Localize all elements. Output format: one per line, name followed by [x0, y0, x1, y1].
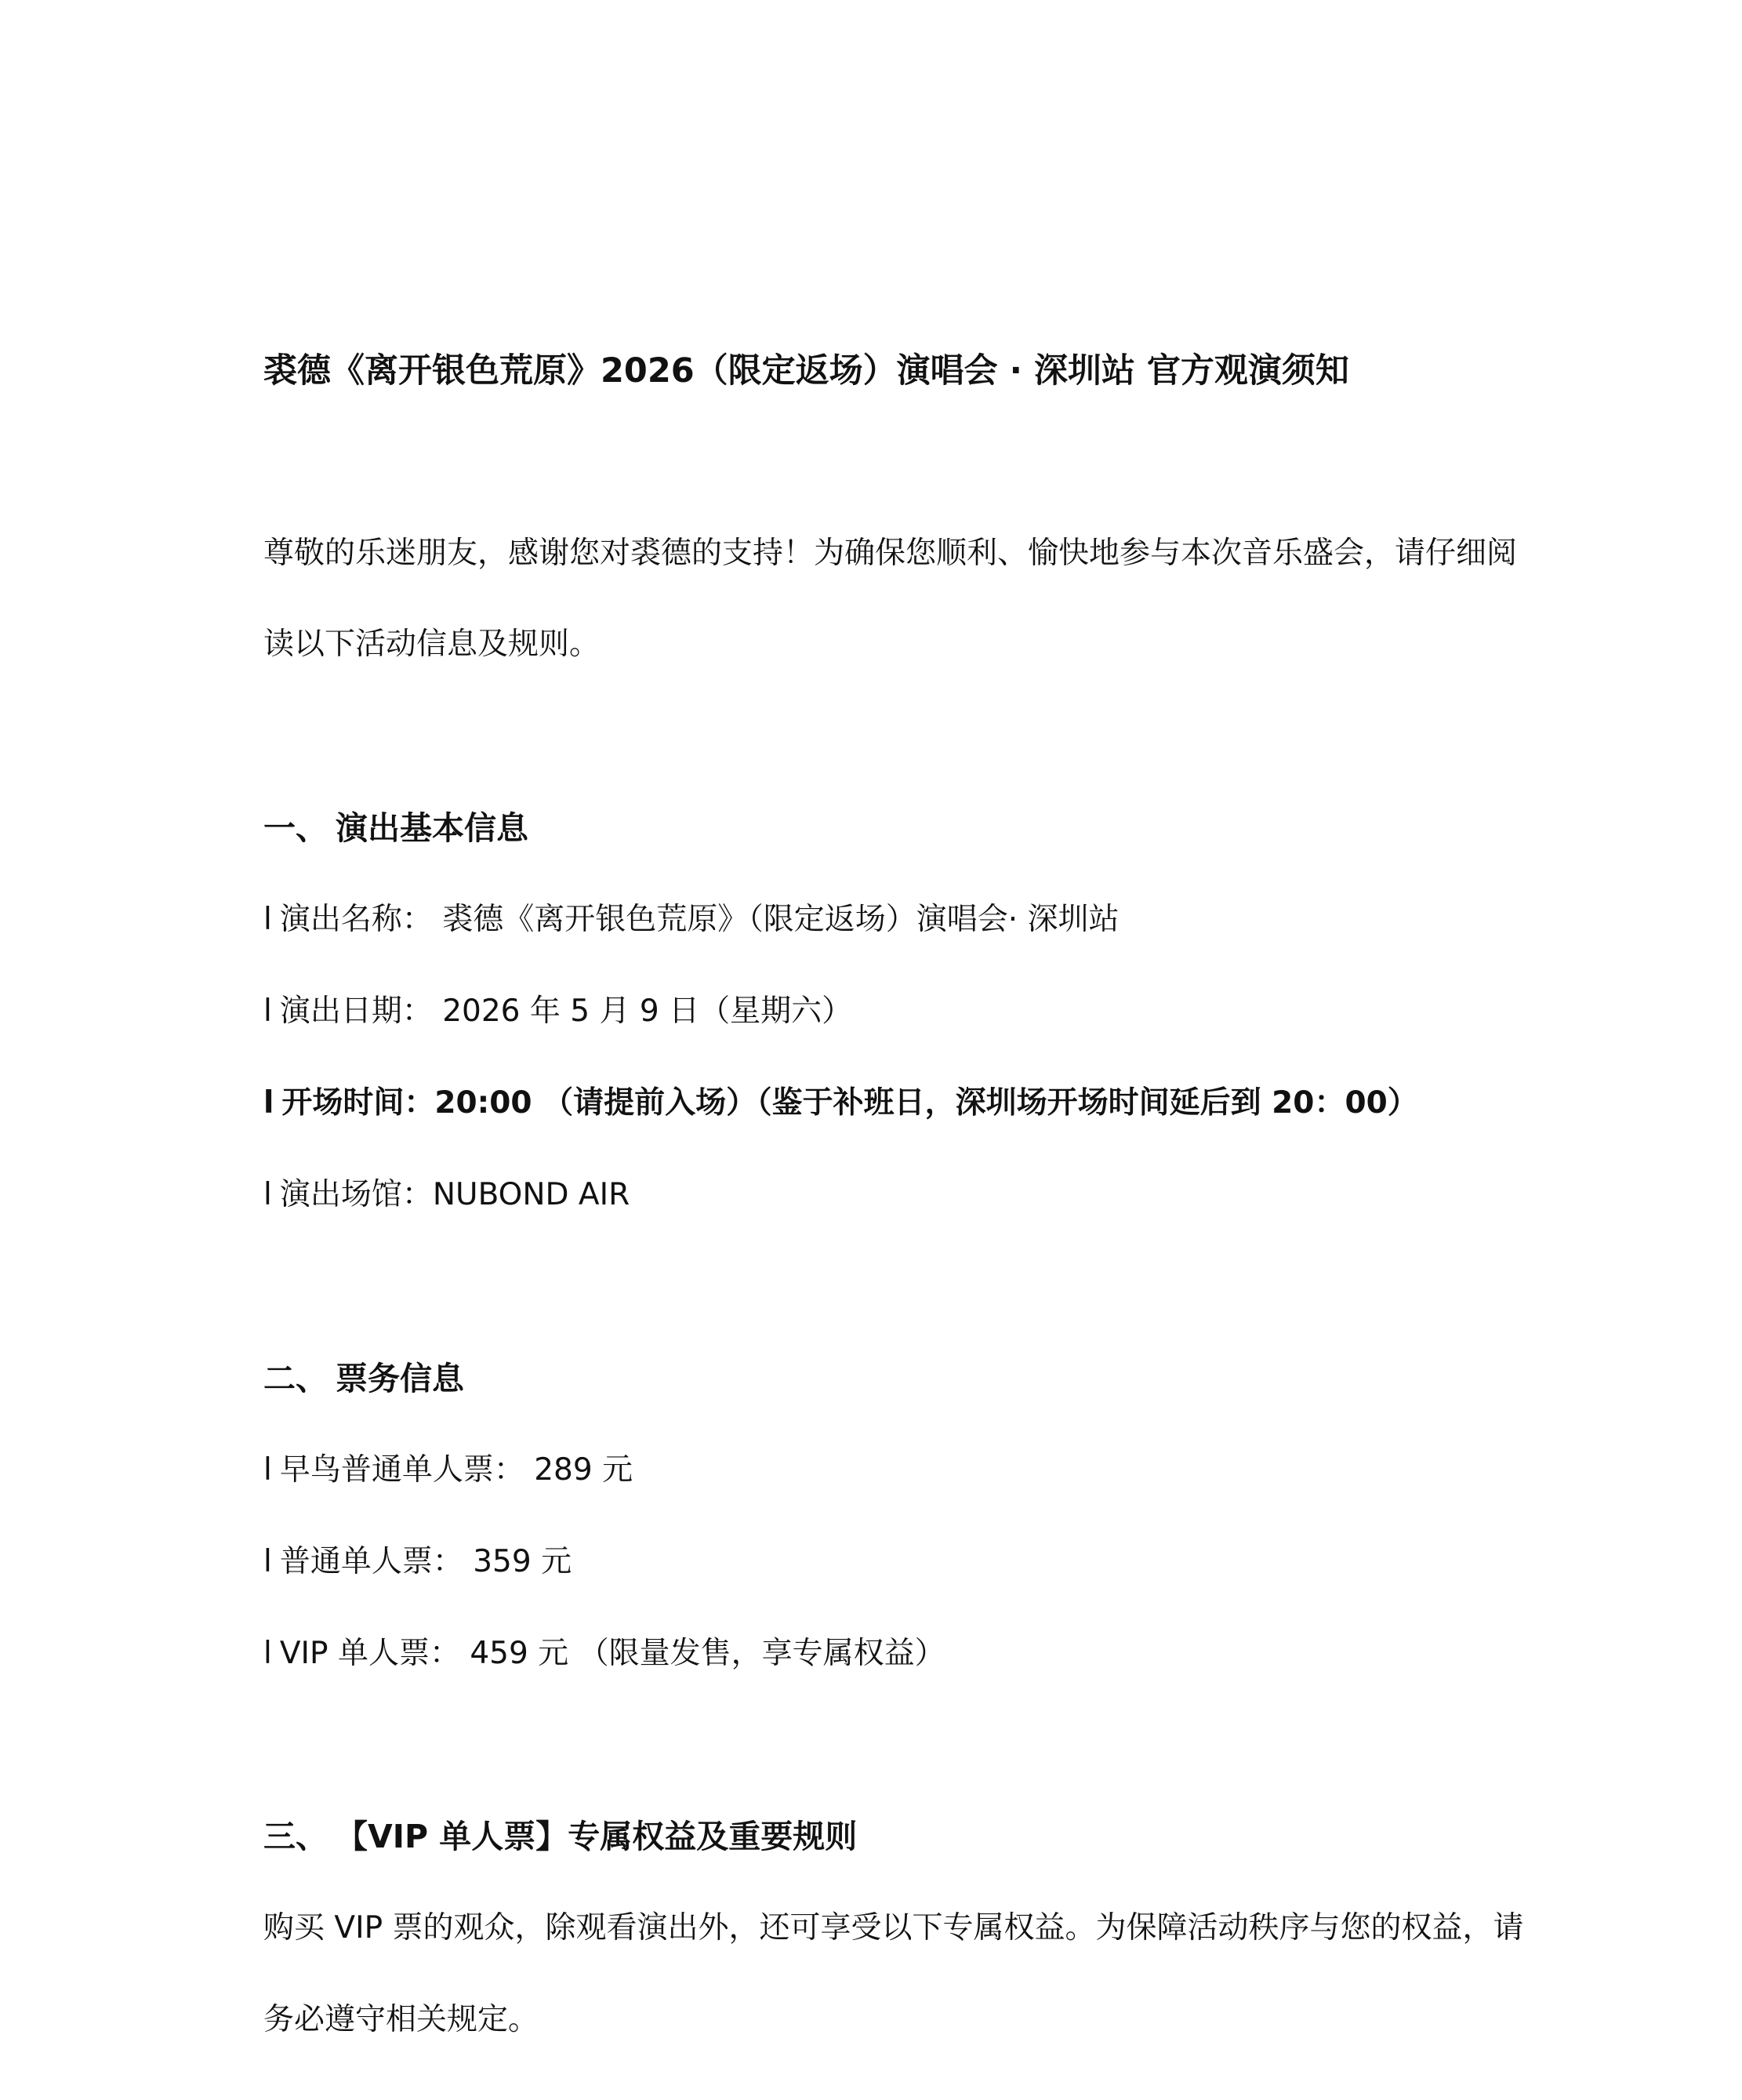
vip-paragraph-line-1: 购买 VIP 票的观众，除观看演出外，还可享受以下专属权益。为保障活动秩序与您的权益，请	[263, 1910, 1524, 1946]
section-title: 【VIP 单人票】专属权益及重要规则	[336, 1818, 858, 1855]
bullet-marker: l	[263, 1452, 272, 1488]
list-item-text: 演出日期： 2026 年 5 月 9 日（星期六）	[279, 994, 853, 1029]
list-item-text: VIP 单人票： 459 元 （限量发售，享专属权益）	[279, 1636, 945, 1671]
intro-line-1: 尊敬的乐迷朋友，感谢您对裘德的支持！为确保您顺利、愉快地参与本次音乐盛会，请仔细阅	[263, 536, 1518, 571]
bullet-marker: l	[263, 902, 272, 937]
list-item-text: 普通单人票： 359 元	[279, 1544, 572, 1579]
section-number: 三、	[263, 1818, 328, 1855]
list-item-start-time	[263, 1081, 1418, 1125]
list-item-text: 开场时间：20:00 （请提前入场）（鉴于补班日，深圳场开场时间延后到 20：00）	[281, 1085, 1418, 1121]
list-item-show-name	[263, 898, 1120, 942]
list-item-show-date	[263, 990, 852, 1034]
section-title: 演出基本信息	[336, 809, 528, 847]
bullet-marker: l	[263, 1544, 272, 1579]
list-item-text: 早鸟普通单人票： 289 元	[279, 1452, 633, 1488]
section-heading-vip-rules	[263, 1815, 857, 1858]
vip-paragraph-line-2: 务必遵守相关规定。	[263, 2002, 539, 2037]
bullet-marker: l	[263, 1636, 272, 1671]
list-item-text: 演出场馆：NUBOND AIR	[279, 1177, 630, 1212]
list-item-venue	[263, 1173, 630, 1217]
list-item-early-bird-ticket	[263, 1448, 633, 1492]
bullet-marker: l	[263, 1085, 274, 1121]
list-item-vip-ticket	[263, 1632, 945, 1676]
section-number: 一、	[263, 809, 328, 847]
section-heading-basic-info	[263, 806, 528, 850]
page-title: 裘德《离开银色荒原》2026（限定返场）演唱会 · 深圳站 官方观演须知	[263, 351, 1349, 391]
section-title: 票务信息	[336, 1360, 464, 1397]
list-item-regular-ticket	[263, 1540, 572, 1584]
bullet-marker: l	[263, 994, 272, 1029]
list-item-text: 演出名称： 裘德《离开银色荒原》（限定返场）演唱会· 深圳站	[279, 902, 1120, 937]
section-heading-tickets	[263, 1357, 464, 1401]
section-number: 二、	[263, 1360, 328, 1397]
intro-line-2: 读以下活动信息及规则。	[263, 627, 601, 662]
bullet-marker: l	[263, 1177, 272, 1212]
